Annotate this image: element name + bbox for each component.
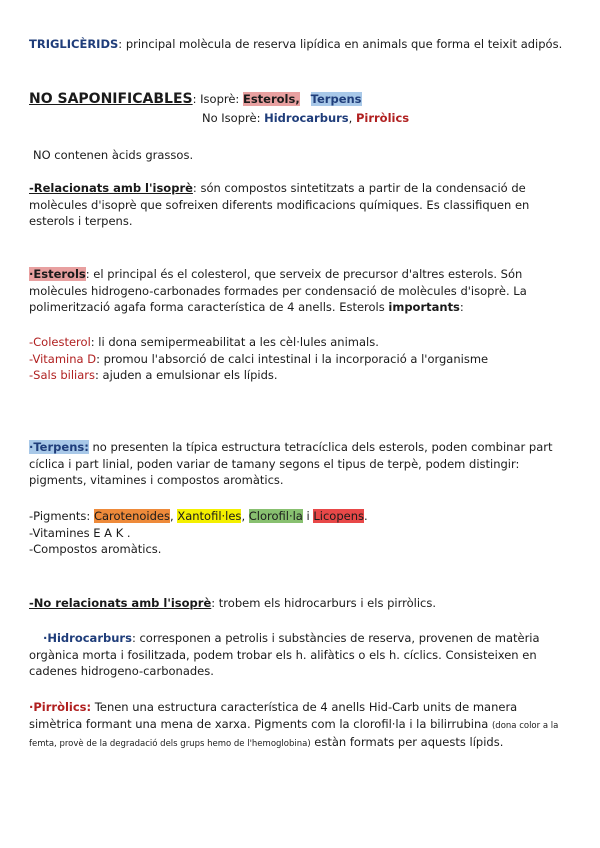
pirrolics-tag: Pirròlics (355, 111, 410, 125)
item-text: : ajuden a emulsionar els lípids. (95, 368, 278, 382)
vitamines-line: -Vitamines E A K . (29, 525, 131, 540)
licopens: Licopens (313, 509, 364, 523)
list-item (29, 351, 574, 368)
terpens-text: no presenten la típica estructura tetracíclica dels esterols, poden combinar part cíclica i part linial, poden variar de tamany segons el tipus de terpè, podem distingir: pigments, vitamines i compostos aromàtics. (29, 440, 553, 487)
isopre-label: : Isoprè: (192, 92, 243, 106)
sep: i (302, 509, 314, 523)
esterols-paragraph (29, 266, 574, 316)
hidrocarburs-paragraph (29, 630, 574, 680)
relacionats-paragraph (29, 180, 574, 230)
item-name: -Colesterol (29, 335, 91, 349)
no-relacionats-paragraph (29, 595, 574, 612)
pirrolics-paragraph (29, 699, 574, 753)
pirrolics-note: (dona color a la femta, provè de la degradació dels grups hemo de l'hemoglobina) (29, 720, 559, 749)
colon: : (459, 300, 464, 314)
hidrocarburs-text: : corresponen a petrolis i substàncies de reserva, provenen de matèria orgànica morta i fosilitzada, podem trobar els h. alifàtics o els h. cíclics. Consisteixen en cadenes hidrogeno-carbonades. (29, 631, 540, 678)
nosap-line-2 (202, 110, 582, 127)
triglicerids-term: TRIGLICÈRIDS (29, 37, 119, 51)
sep: , (241, 509, 249, 523)
relacionats-text: : són compostos sintetitzats a partir de la condensació de molècules d'isoprè que sofreixen diferents modificacions químiques. Es classifiquen en esterols i terpens. (29, 181, 530, 228)
relacionats-title: -Relacionats amb l'isoprè (29, 181, 193, 195)
item-name: -Vitamina D (29, 351, 97, 366)
no-relacionats-text: : trobem els hidrocarburs i els pirròlics. (211, 596, 436, 610)
list-item (29, 334, 574, 351)
compostos-line: -Compostos aromàtics. (29, 542, 162, 556)
nosap-title: NO SAPONIFICABLES (29, 91, 193, 107)
pigments-label: -Pigments: (29, 509, 94, 523)
sep: , (170, 509, 178, 523)
esterols-list (29, 334, 574, 384)
hidrocarburs-tag: Hidrocarburs (264, 111, 349, 125)
item-text: : li dona semipermeabilitat a les cèl·lules animals. (90, 335, 379, 349)
terpens-tag: Terpens (310, 92, 362, 106)
terpens-paragraph (29, 439, 574, 489)
esterols-tag: Esterols, (242, 92, 300, 106)
clorofil: Clorofil·la (248, 509, 303, 523)
carotenoides: Carotenoides (93, 509, 170, 523)
terpens-list (29, 508, 574, 558)
pigments-line (29, 508, 574, 525)
esterols-title: ·Esterols (29, 267, 86, 281)
esterols-text: : el principal és el colesterol, que serveix de precursor d'altres esterols. Són molècules hidrogeno-carbonades formades per condensació de molècules d'isoprè. La polimerització agafa forma característica de 4 anells. Esterols (29, 267, 527, 314)
noisopre-label: No Isoprè: (202, 111, 265, 125)
pirrolics-end: estàn formats per aquests lípids. (310, 735, 504, 749)
end: . (364, 509, 368, 523)
item-text: : promou l'absorció de calci intestinal i la incorporació a l'organisme (96, 351, 489, 366)
triglicerids-text: : principal molècula de reserva lipídica en animals que forma el teixit adipós. (118, 37, 563, 51)
no-contenen: NO contenen àcids grassos. (33, 148, 194, 162)
xantofil: Xantofil·les (177, 509, 242, 523)
comma: , (348, 111, 356, 125)
nosap-line-1 (29, 91, 574, 108)
item-name: -Sals biliars (29, 368, 95, 382)
pirrolics-title: ·Pirròlics: (29, 700, 92, 714)
pirrolics-text: Tenen una estructura característica de 4 anells Hid-Carb units de manera simètrica formant una mena de xarxa. Pigments com la clorofil·la i la bilirrubina (29, 700, 518, 731)
terpens-title: ·Terpens: (29, 440, 89, 454)
list-item (29, 367, 574, 384)
importants: importants (388, 300, 460, 314)
hidrocarburs-title: ·Hidrocarburs (43, 631, 132, 645)
no-relacionats-title: -No relacionats amb l'isoprè (29, 596, 212, 610)
triglicerids-paragraph (29, 36, 574, 53)
